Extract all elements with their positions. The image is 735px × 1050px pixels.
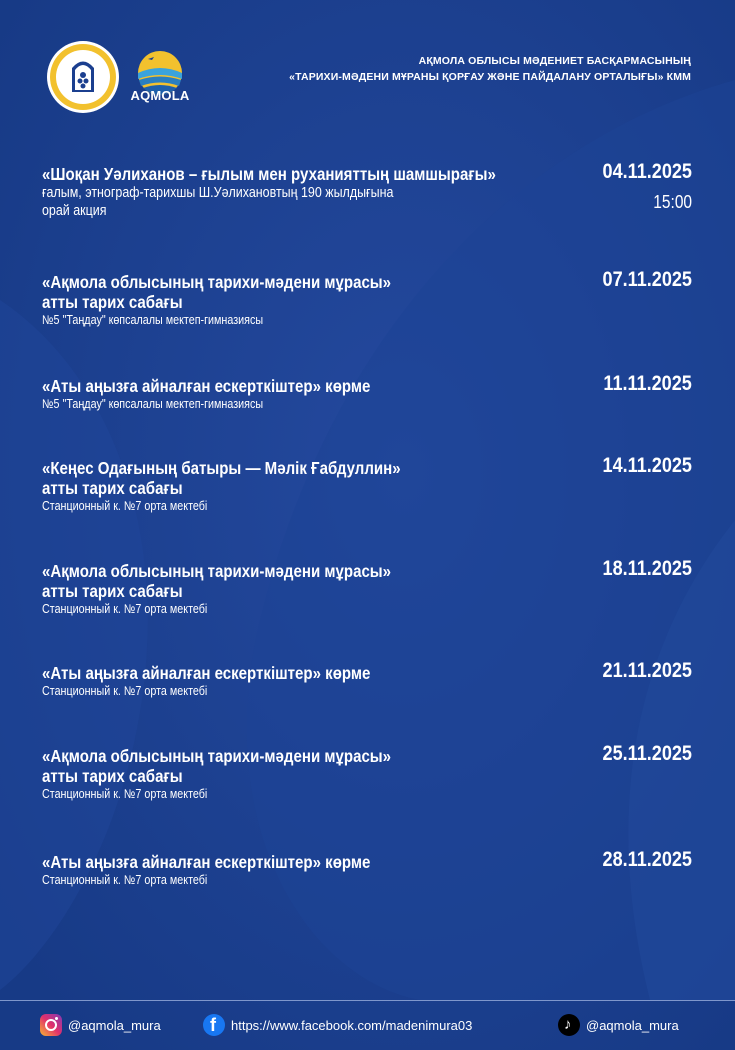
event-subtitle: атты тарих сабағы xyxy=(42,478,183,498)
event-item xyxy=(42,160,692,220)
organization-name xyxy=(289,53,691,85)
instagram-link[interactable] xyxy=(40,1014,161,1036)
tiktok-link[interactable] xyxy=(558,1014,679,1036)
event-title: «Ақмола облысының тарихи-мәдени мұрасы» xyxy=(42,561,392,581)
event-title: «Кеңес Одағының батыры — Мәлік Ғабдуллин» xyxy=(42,458,401,478)
event-date: 25.11.2025 xyxy=(602,742,692,765)
event-title: «Шоқан Уәлиханов – ғылым мен руханияттың шамшырағы» xyxy=(42,164,496,184)
facebook-url: https://www.facebook.com/madenimura03 xyxy=(231,1017,473,1033)
event-subtitle: атты тарих сабағы xyxy=(42,292,183,312)
org-line-1: АҚМОЛА ОБЛЫСЫ МӘДЕНИЕТ БАСҚАРМАСЫНЫҢ xyxy=(418,55,691,67)
event-item xyxy=(42,742,692,802)
event-date: 11.11.2025 xyxy=(603,372,692,395)
event-venue: №5 "Таңдау" көпсалалы мектеп-гимназиясы xyxy=(42,397,264,411)
event-title: «Ақмола облысының тарихи-мәдени мұрасы» xyxy=(42,272,392,292)
event-venue: Станционный к. №7 орта мектебі xyxy=(42,499,208,513)
org-line-2: «ТАРИХИ-МӘДЕНИ МҰРАНЫ ҚОРҒАУ ЖӘНЕ ПАЙДАЛАНУ ОРТАЛЫҒЫ» КММ xyxy=(289,71,691,83)
event-venue: Станционный к. №7 орта мектебі xyxy=(42,873,208,887)
event-date: 21.11.2025 xyxy=(602,659,692,682)
footer-divider xyxy=(0,1000,735,1001)
event-item xyxy=(42,557,692,617)
event-title: «Аты аңызға айналған ескерткіштер» көрме xyxy=(42,663,371,683)
event-item xyxy=(42,659,692,699)
event-title: «Ақмола облысының тарихи-мәдени мұрасы» xyxy=(42,746,392,766)
event-date: 07.11.2025 xyxy=(602,268,692,291)
event-subtitle: атты тарих сабағы xyxy=(42,766,183,786)
event-item xyxy=(42,372,692,412)
event-venue: Станционный к. №7 орта мектебі xyxy=(42,684,208,698)
facebook-icon: f xyxy=(203,1014,225,1036)
event-subtitle: ғалым, этнограф-тарихшы Ш.Уәлихановтың 190 жылдығына xyxy=(42,185,394,201)
event-title: «Аты аңызға айналған ескерткіштер» көрме xyxy=(42,376,371,396)
event-venue: №5 "Таңдау" көпсалалы мектеп-гимназиясы xyxy=(42,313,264,327)
event-date: 18.11.2025 xyxy=(602,557,692,580)
tiktok-icon: ♪ xyxy=(558,1014,580,1036)
tiktok-handle: @aqmola_mura xyxy=(586,1017,679,1033)
event-date: 28.11.2025 xyxy=(602,848,692,871)
event-subtitle: орай акция xyxy=(42,203,107,219)
event-title: «Аты аңызға айналған ескерткіштер» көрме xyxy=(42,852,371,872)
event-venue: Станционный к. №7 орта мектебі xyxy=(42,787,208,801)
instagram-handle: @aqmola_mura xyxy=(68,1017,161,1033)
aqmola-brand-text: AQMOLA xyxy=(130,88,190,103)
event-item xyxy=(42,848,692,888)
event-time: 15:00 xyxy=(653,192,692,212)
event-date: 04.11.2025 xyxy=(602,160,692,183)
event-venue: Станционный к. №7 орта мектебі xyxy=(42,602,208,616)
facebook-link[interactable] xyxy=(203,1014,472,1036)
event-item xyxy=(42,454,692,514)
event-subtitle: атты тарих сабағы xyxy=(42,581,183,601)
seal-logo xyxy=(46,40,120,114)
instagram-icon xyxy=(40,1014,62,1036)
event-item xyxy=(42,268,692,328)
event-date: 14.11.2025 xyxy=(602,454,692,477)
